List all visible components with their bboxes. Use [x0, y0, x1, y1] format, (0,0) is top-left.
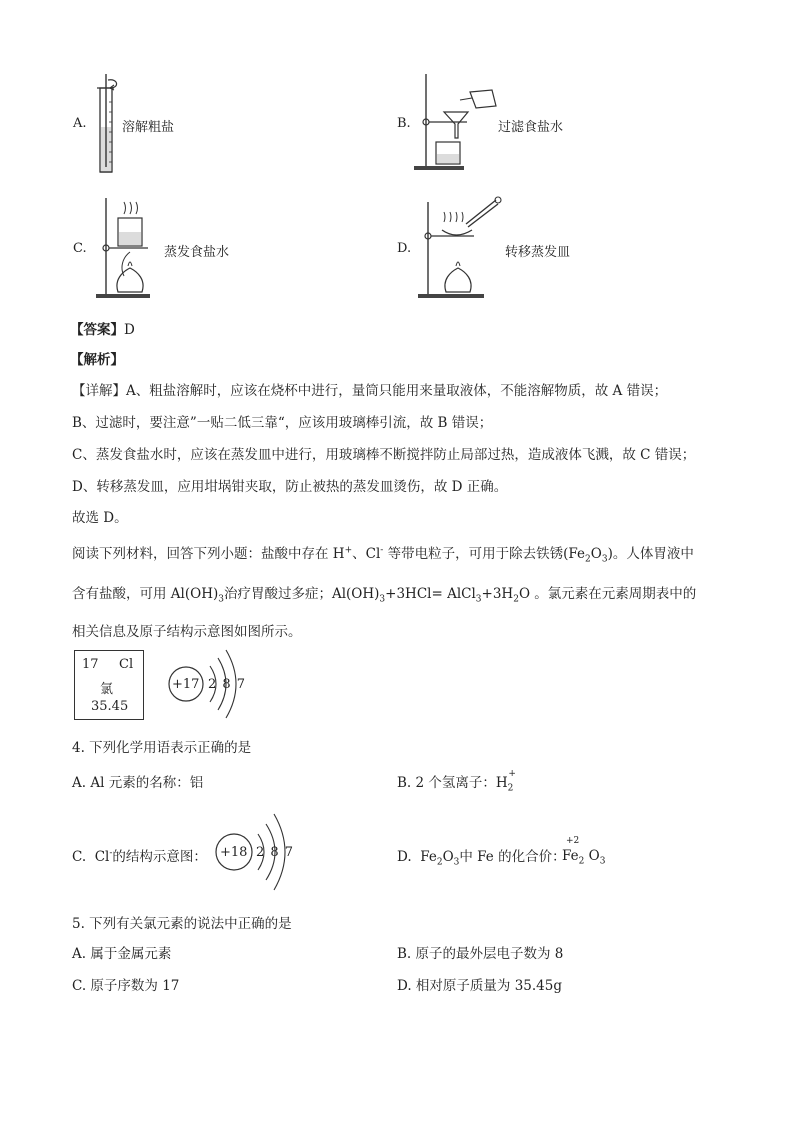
- figure-b-apparatus: [412, 72, 502, 172]
- formula-h2-plus: $H_2^+$: [495, 768, 516, 794]
- q5-option-b[interactable]: B. 原子的最外层电子数为 8: [397, 946, 564, 962]
- material-line-3: 相关信息及原子结构示意图如图所示。: [72, 624, 302, 640]
- figure-c-letter: C.: [73, 241, 87, 256]
- figure-d-apparatus: [414, 194, 504, 302]
- analysis-line-1: 【详解】A、粗盐溶解时，应该在烧杯中进行，量筒只能用来量取液体，不能溶解物质，故 A 错误；: [72, 383, 668, 399]
- answer-tag: 【答案】: [70, 322, 124, 338]
- material-line-2: 含有盐酸，可用 $Al(OH)_3$治疗胃酸过多症；$Al(OH)_3+3HCl=$ $AlCl_3+3H_2O$ 。氯元素在元素周期表中的: [72, 586, 697, 605]
- q5-stem: 5. 下列有关氯元素的说法中正确的是: [72, 916, 292, 932]
- figure-a-caption: 溶解粗盐: [122, 120, 175, 135]
- analysis-line-2: B、过滤时，要注意”一贴二低三靠“，应该用玻璃棒引流，故 B 错误；: [72, 415, 493, 431]
- material-line-1: 阅读下列材料，回答下列小题：盐酸中存在 H+、Cl- 等带电粒子，可用于除去铁锈$(Fe_2O_3)$。人体胃液中: [72, 545, 694, 565]
- element-card: [74, 650, 144, 720]
- q4-option-c[interactable]: C. Cl-的结构示意图：: [72, 848, 207, 865]
- figure-b-letter: B.: [397, 116, 411, 131]
- ion-nucleus-label: +18: [220, 845, 248, 860]
- figure-b-caption: 过滤食盐水: [498, 120, 564, 135]
- element-symbol: Cl: [119, 657, 134, 672]
- element-number: 17: [82, 657, 99, 672]
- q4-stem: 4. 下列化学用语表示正确的是: [72, 740, 252, 756]
- element-mass: 35.45: [91, 699, 129, 714]
- q4-option-b[interactable]: B. 2 个氢离子：$H_2^+$: [397, 768, 516, 794]
- figure-d-caption: 转移蒸发皿: [505, 245, 571, 260]
- figure-c-caption: 蒸发食盐水: [164, 245, 230, 260]
- answer-line: [70, 318, 135, 338]
- q4-option-d[interactable]: D. $Fe_2O_3$中 Fe 的化合价：: [397, 849, 566, 868]
- atom-nucleus-label: +17: [172, 677, 200, 692]
- answer-value: D: [124, 322, 135, 338]
- figure-d-letter: D.: [397, 241, 412, 256]
- figure-c-apparatus: [92, 196, 162, 302]
- q5-option-a[interactable]: A. 属于金属元素: [72, 946, 172, 962]
- formula-fe2o3-valence: $Fe_2$ $O_3$: [562, 848, 606, 867]
- analysis-line-4: D、转移蒸发皿，应用坩埚钳夹取，防止被热的蒸发皿烫伤，故 D 正确。: [72, 479, 508, 495]
- formula-fe2o3: $(Fe_2O_3)$: [563, 546, 613, 565]
- fe-valence-mark: +2: [566, 836, 580, 846]
- ion-shells-label: 2 8 7: [256, 845, 295, 860]
- analysis-tag: 【解析】: [70, 352, 124, 368]
- element-name: 氯: [100, 682, 114, 697]
- atom-shells-label: 2 8 7: [208, 677, 247, 692]
- analysis-line-3: C、蒸发食盐水时，应该在蒸发皿中进行，用玻璃棒不断搅拌防止局部过热，造成液体飞溅，故 C 错误；: [72, 447, 696, 463]
- q5-option-c[interactable]: C. 原子序数为 17: [72, 978, 180, 994]
- q5-option-d[interactable]: D. 相对原子质量为 35.45g: [397, 978, 563, 994]
- q4-option-a[interactable]: A. Al 元素的名称：铝: [72, 775, 204, 791]
- analysis-line-5: 故选 D。: [72, 510, 128, 526]
- figure-a-letter: A.: [73, 116, 87, 131]
